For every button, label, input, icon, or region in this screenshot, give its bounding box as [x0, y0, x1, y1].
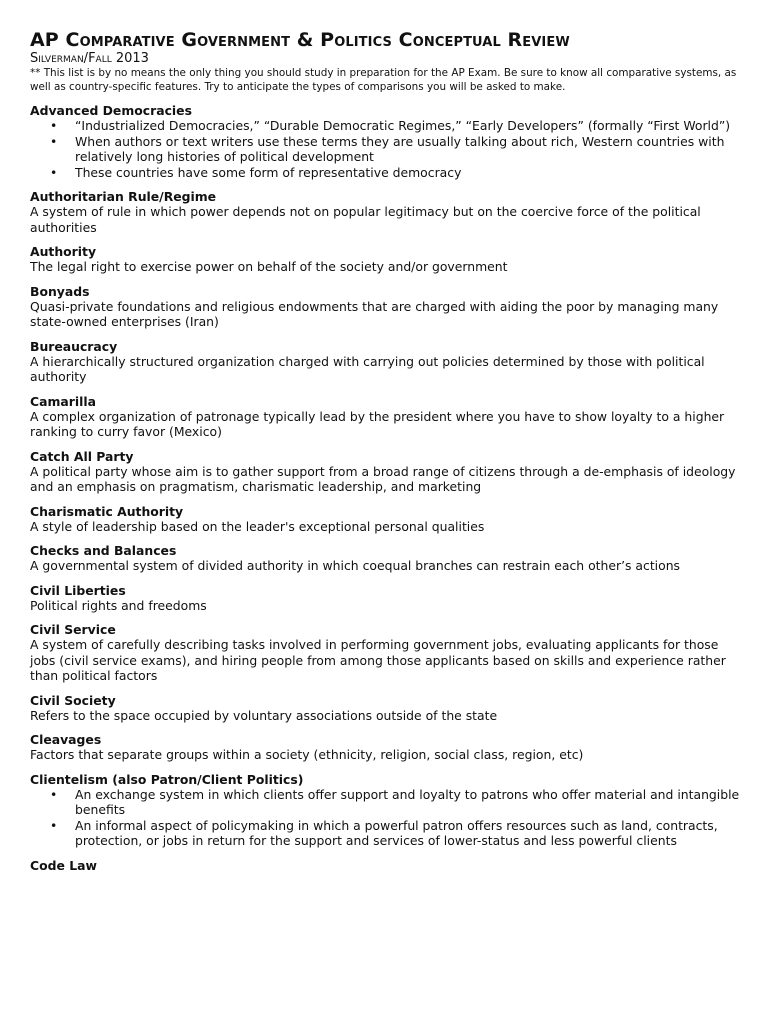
glossary-term: Camarilla [30, 393, 96, 409]
bullet-item [30, 134, 742, 165]
bullet-icon: • [50, 133, 58, 149]
glossary-entry [30, 449, 742, 495]
document-title: AP Comparative Government & Politics Conceptual Review [30, 29, 570, 51]
study-disclaimer: ** This list is by no means the only thing you should study in preparation for the AP Exam. Be sure to know all comparative systems, as well as country-specific features. Try to anticipate the types of comparisons you will be asked to make. [30, 67, 737, 93]
glossary-entry [30, 339, 742, 385]
glossary-entry [30, 189, 742, 235]
bullet-text: “Industrialized Democracies,” “Durable Democratic Regimes,” “Early Developers” (formally “First World”) [75, 118, 731, 133]
glossary-entry [30, 543, 742, 574]
glossary-entry [30, 622, 742, 684]
glossary-term: Checks and Balances [30, 543, 177, 558]
bullet-icon: • [50, 817, 58, 833]
glossary-entry [30, 858, 742, 873]
bullet-text: When authors or text writers use these terms they are usually talking about rich, Western countries with relatively long histories of political development [75, 133, 725, 164]
glossary-entry [30, 504, 742, 535]
glossary-term: Bonyads [30, 283, 90, 299]
glossary-term: Cleavages [30, 732, 102, 747]
bullet-icon: • [50, 164, 58, 180]
glossary-definition: The legal right to exercise power on behalf of the society and/or government [30, 259, 508, 274]
glossary-entry [30, 244, 742, 275]
glossary-entry [30, 394, 742, 440]
glossary-entry [30, 693, 742, 724]
bullet-list [30, 787, 742, 849]
bullet-text: An exchange system in which clients offer support and loyalty to patrons who offer material and intangible benefits [75, 786, 740, 817]
glossary-entry [30, 772, 742, 849]
glossary-term: Bureaucracy [30, 338, 118, 354]
glossary-definition: Refers to the space occupied by voluntary associations outside of the state [30, 707, 498, 723]
document-page [30, 29, 742, 873]
glossary-definition: A system of rule in which power depends not on popular legitimacy but on the coercive force of the political authorities [30, 204, 701, 235]
bullet-text: An informal aspect of policymaking in which a powerful patron offers resources such as land, contracts, protection, or jobs in return for the support and services of lower-status and less powerful clients [75, 817, 718, 848]
glossary-definition: A governmental system of divided authority in which coequal branches can restrain each other’s actions [30, 558, 681, 573]
glossary-definition: A style of leadership based on the leader's exceptional personal qualities [30, 518, 485, 534]
author-byline: Silverman/Fall 2013 [30, 51, 149, 66]
glossary-definition: A hierarchically structured organization charged with carrying out policies determined by those with political authority [30, 353, 705, 384]
glossary-term: Civil Society [30, 692, 116, 708]
glossary-entry [30, 732, 742, 763]
glossary-term: Authoritarian Rule/Regime [30, 189, 217, 204]
bullet-text: These countries have some form of representative democracy [75, 164, 462, 180]
bullet-icon: • [50, 118, 58, 133]
bullet-item [30, 787, 742, 818]
glossary-entry [30, 284, 742, 330]
glossary-term: Authority [30, 244, 97, 259]
glossary-term: Code Law [30, 857, 97, 873]
glossary-term: Clientelism (also Patron/Client Politics) [30, 771, 304, 787]
bullet-item [30, 818, 742, 849]
glossary-definition: Quasi-private foundations and religious endowments that are charged with aiding the poor by managing many state-owned enterprises (Iran) [30, 298, 719, 329]
glossary-definition: A complex organization of patronage typically lead by the president where you have to show loyalty to a higher ranking to curry favor (Mexico) [30, 408, 725, 439]
bullet-item [30, 118, 742, 134]
bullet-icon: • [50, 786, 58, 802]
bullet-item [30, 165, 742, 181]
glossary-entry [30, 103, 742, 180]
glossary-term: Advanced Democracies [30, 103, 192, 118]
bullet-list [30, 118, 742, 180]
glossary-entry [30, 583, 742, 614]
glossary-term: Civil Liberties [30, 582, 126, 598]
glossary-definition: A political party whose aim is to gather support from a broad range of citizens through a de-emphasis of ideology and an emphasis on pragmatism, charismatic leadership, and marketing [30, 463, 736, 494]
glossary-term: Civil Service [30, 622, 116, 637]
glossary-list [30, 103, 742, 873]
glossary-term: Charismatic Authority [30, 503, 184, 519]
glossary-term: Catch All Party [30, 448, 134, 464]
glossary-definition: Factors that separate groups within a society (ethnicity, religion, social class, region, etc) [30, 747, 584, 762]
glossary-definition: Political rights and freedoms [30, 597, 207, 613]
glossary-definition: A system of carefully describing tasks involved in performing government jobs, evaluating applicants for those jobs (civil service exams), and hiring people from among those applicants based on skills and experience rather than political factors [30, 637, 726, 683]
